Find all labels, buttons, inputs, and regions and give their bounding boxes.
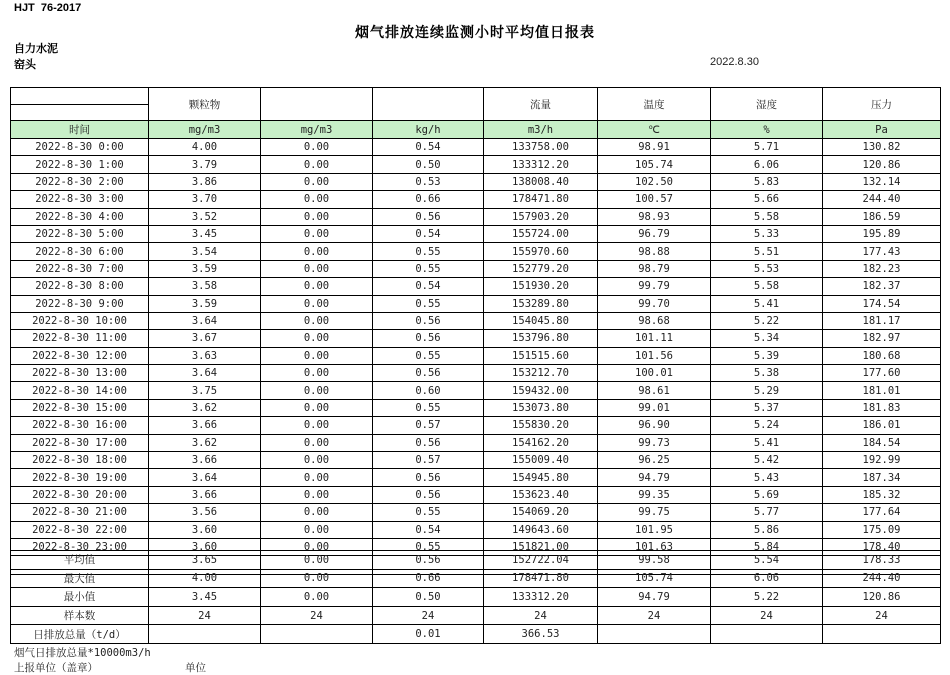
value-cell: 155830.20 (484, 417, 598, 434)
value-cell: 0.00 (261, 278, 373, 295)
unit-header-kgh: kg/h (373, 121, 484, 139)
value-cell: 154945.80 (484, 469, 598, 486)
table-row (11, 173, 941, 190)
value-cell: 186.59 (823, 208, 941, 225)
time-cell: 2022-8-30 19:00 (11, 469, 149, 486)
value-cell: 157903.20 (484, 208, 598, 225)
value-cell: 151930.20 (484, 278, 598, 295)
value-cell: 4.00 (149, 569, 261, 588)
value-cell: 101.56 (598, 347, 711, 364)
time-cell: 2022-8-30 20:00 (11, 486, 149, 503)
value-cell: 3.59 (149, 260, 261, 277)
value-cell: 177.43 (823, 243, 941, 260)
value-cell: 0.00 (261, 399, 373, 416)
value-cell: 0.00 (261, 260, 373, 277)
value-cell: 98.88 (598, 243, 711, 260)
table-row (11, 606, 941, 625)
value-cell: 24 (373, 606, 484, 625)
value-cell: 155009.40 (484, 452, 598, 469)
value-cell: 184.54 (823, 434, 941, 451)
value-cell: 96.90 (598, 417, 711, 434)
value-cell: 0.54 (373, 521, 484, 538)
value-cell: 0.00 (261, 139, 373, 156)
value-cell: 0.00 (261, 504, 373, 521)
value-cell: 130.82 (823, 139, 941, 156)
value-cell: 94.79 (598, 469, 711, 486)
value-cell: 133312.20 (484, 156, 598, 173)
value-cell: 132.14 (823, 173, 941, 190)
value-cell: 0.57 (373, 417, 484, 434)
value-cell: 24 (598, 606, 711, 625)
value-cell: 153623.40 (484, 486, 598, 503)
value-cell: 0.53 (373, 173, 484, 190)
time-cell: 2022-8-30 16:00 (11, 417, 149, 434)
value-cell: 5.38 (711, 365, 823, 382)
value-cell: 149643.60 (484, 521, 598, 538)
report-date: 2022.8.30 (710, 56, 759, 68)
table-row (11, 208, 941, 225)
value-cell: 3.67 (149, 330, 261, 347)
value-cell: 0.56 (373, 365, 484, 382)
value-cell: 181.17 (823, 312, 941, 329)
value-cell: 5.33 (711, 225, 823, 242)
unit-header-m3h: m3/h (484, 121, 598, 139)
value-cell: 5.53 (711, 260, 823, 277)
value-cell: 0.55 (373, 538, 484, 555)
value-cell: 5.39 (711, 347, 823, 364)
value-cell: 151821.00 (484, 538, 598, 555)
value-cell: 182.37 (823, 278, 941, 295)
time-cell: 2022-8-30 11:00 (11, 330, 149, 347)
unit-header-mgm3: mg/m3 (261, 121, 373, 139)
value-cell: 24 (484, 606, 598, 625)
time-cell: 2022-8-30 1:00 (11, 156, 149, 173)
value-cell: 152722.04 (484, 551, 598, 570)
value-cell: 98.61 (598, 382, 711, 399)
value-cell: 0.56 (373, 551, 484, 570)
footer-report-unit-label: 上报单位（盖章） (14, 662, 98, 674)
station-name: 窑头 (14, 59, 36, 71)
summary-rows (11, 551, 941, 644)
table-row (11, 434, 941, 451)
value-cell: 0.54 (373, 139, 484, 156)
value-cell: 154045.80 (484, 312, 598, 329)
group-header-blank (373, 88, 484, 121)
value-cell: 3.79 (149, 156, 261, 173)
value-cell: 0.00 (261, 551, 373, 570)
time-cell: 2022-8-30 4:00 (11, 208, 149, 225)
footer-unit-label: 单位 (185, 662, 206, 674)
value-cell: 5.86 (711, 521, 823, 538)
time-cell: 2022-8-30 14:00 (11, 382, 149, 399)
time-cell: 2022-8-30 13:00 (11, 365, 149, 382)
value-cell: 101.63 (598, 538, 711, 555)
hourly-data-table (10, 87, 941, 575)
value-cell: 178.33 (823, 551, 941, 570)
table-row (11, 625, 941, 644)
value-cell: 99.35 (598, 486, 711, 503)
value-cell: 0.00 (261, 469, 373, 486)
value-cell: 5.24 (711, 417, 823, 434)
time-cell: 2022-8-30 15:00 (11, 399, 149, 416)
value-cell: 186.01 (823, 417, 941, 434)
header-blank-cell (11, 105, 149, 121)
value-cell: 178471.80 (484, 191, 598, 208)
value-cell: 5.84 (711, 538, 823, 555)
value-cell: 366.53 (484, 625, 598, 644)
value-cell: 0.55 (373, 347, 484, 364)
value-cell: 0.00 (261, 434, 373, 451)
value-cell: 99.58 (598, 551, 711, 570)
value-cell: 3.66 (149, 452, 261, 469)
value-cell (261, 625, 373, 644)
value-cell: 120.86 (823, 588, 941, 607)
table-row (11, 330, 941, 347)
group-header-pressure: 压力 (823, 88, 941, 121)
table-row (11, 278, 941, 295)
unit-header-percent: % (711, 121, 823, 139)
unit-header-row (11, 121, 941, 139)
value-cell: 244.40 (823, 569, 941, 588)
value-cell: 3.66 (149, 417, 261, 434)
time-cell: 2022-8-30 7:00 (11, 260, 149, 277)
table-row (11, 312, 941, 329)
company-name: 自力水泥 (14, 43, 58, 55)
value-cell: 178.40 (823, 538, 941, 555)
summary-table (10, 550, 941, 644)
value-cell: 3.66 (149, 486, 261, 503)
table-row (11, 452, 941, 469)
value-cell: 98.91 (598, 139, 711, 156)
value-cell: 99.75 (598, 504, 711, 521)
value-cell: 96.79 (598, 225, 711, 242)
value-cell: 0.00 (261, 173, 373, 190)
value-cell: 98.79 (598, 260, 711, 277)
value-cell: 3.54 (149, 243, 261, 260)
time-cell: 2022-8-30 6:00 (11, 243, 149, 260)
group-header-row (11, 88, 941, 105)
value-cell: 5.69 (711, 486, 823, 503)
value-cell: 0.00 (261, 295, 373, 312)
value-cell: 6.06 (711, 156, 823, 173)
time-cell: 2022-8-30 8:00 (11, 278, 149, 295)
value-cell: 0.54 (373, 225, 484, 242)
value-cell: 0.00 (261, 347, 373, 364)
time-cell: 2022-8-30 22:00 (11, 521, 149, 538)
value-cell: 153289.80 (484, 295, 598, 312)
time-cell: 2022-8-30 12:00 (11, 347, 149, 364)
summary-label-cell: 最小值 (11, 588, 149, 607)
value-cell: 4.00 (149, 139, 261, 156)
value-cell: 0.00 (261, 521, 373, 538)
time-cell: 2022-8-30 23:00 (11, 538, 149, 555)
value-cell: 99.70 (598, 295, 711, 312)
value-cell: 192.99 (823, 452, 941, 469)
value-cell: 5.58 (711, 208, 823, 225)
table-row (11, 243, 941, 260)
value-cell: 3.86 (149, 173, 261, 190)
value-cell: 153073.80 (484, 399, 598, 416)
value-cell: 0.56 (373, 434, 484, 451)
value-cell: 0.00 (261, 365, 373, 382)
value-cell: 182.23 (823, 260, 941, 277)
value-cell: 5.83 (711, 173, 823, 190)
value-cell (823, 625, 941, 644)
value-cell: 3.62 (149, 434, 261, 451)
value-cell: 155970.60 (484, 243, 598, 260)
page-title: 烟气排放连续监测小时平均值日报表 (355, 24, 595, 40)
value-cell: 0.66 (373, 191, 484, 208)
table-row (11, 569, 941, 588)
doc-standard-code: HJT 76-2017 (14, 2, 82, 14)
value-cell: 3.58 (149, 278, 261, 295)
value-cell: 178471.80 (484, 569, 598, 588)
footer-note: 烟气日排放总量*10000m3/h (14, 647, 151, 659)
value-cell: 0.00 (261, 191, 373, 208)
value-cell: 0.54 (373, 278, 484, 295)
value-cell: 5.34 (711, 330, 823, 347)
value-cell: 5.54 (711, 551, 823, 570)
table-row (11, 139, 941, 156)
value-cell: 0.01 (373, 625, 484, 644)
value-cell: 187.34 (823, 469, 941, 486)
value-cell: 181.01 (823, 382, 941, 399)
value-cell: 0.55 (373, 504, 484, 521)
time-cell: 2022-8-30 10:00 (11, 312, 149, 329)
value-cell: 3.64 (149, 469, 261, 486)
value-cell: 24 (261, 606, 373, 625)
table-row (11, 486, 941, 503)
value-cell: 5.41 (711, 295, 823, 312)
value-cell: 3.64 (149, 312, 261, 329)
value-cell: 154069.20 (484, 504, 598, 521)
value-cell: 0.56 (373, 208, 484, 225)
value-cell: 0.00 (261, 417, 373, 434)
value-cell: 3.63 (149, 347, 261, 364)
time-cell: 2022-8-30 3:00 (11, 191, 149, 208)
table-row (11, 156, 941, 173)
unit-header-mgm3: mg/m3 (149, 121, 261, 139)
value-cell: 3.65 (149, 551, 261, 570)
table-row (11, 347, 941, 364)
table-row (11, 295, 941, 312)
value-cell: 101.11 (598, 330, 711, 347)
unit-header-pa: Pa (823, 121, 941, 139)
value-cell: 3.60 (149, 538, 261, 555)
value-cell: 0.00 (261, 312, 373, 329)
value-cell: 0.00 (261, 330, 373, 347)
value-cell: 0.66 (373, 569, 484, 588)
summary-label-cell: 样本数 (11, 606, 149, 625)
value-cell: 5.22 (711, 588, 823, 607)
table-header (11, 88, 941, 139)
header-blank-cell (11, 88, 149, 105)
value-cell: 120.86 (823, 156, 941, 173)
value-cell: 105.74 (598, 156, 711, 173)
group-header-blank (261, 88, 373, 121)
value-cell: 98.68 (598, 312, 711, 329)
value-cell (149, 625, 261, 644)
table-row (11, 551, 941, 570)
value-cell: 0.00 (261, 243, 373, 260)
value-cell: 182.97 (823, 330, 941, 347)
value-cell (598, 625, 711, 644)
table-row (11, 260, 941, 277)
value-cell (711, 625, 823, 644)
value-cell: 5.77 (711, 504, 823, 521)
value-cell: 175.09 (823, 521, 941, 538)
group-header-humidity: 湿度 (711, 88, 823, 121)
summary-label-cell: 日排放总量（t/d） (11, 625, 149, 644)
value-cell: 5.71 (711, 139, 823, 156)
value-cell: 0.56 (373, 486, 484, 503)
value-cell: 153212.70 (484, 365, 598, 382)
value-cell: 6.06 (711, 569, 823, 588)
value-cell: 0.56 (373, 312, 484, 329)
value-cell: 24 (711, 606, 823, 625)
value-cell: 99.01 (598, 399, 711, 416)
value-cell: 0.00 (261, 452, 373, 469)
value-cell: 0.57 (373, 452, 484, 469)
table-row (11, 191, 941, 208)
value-cell: 99.79 (598, 278, 711, 295)
value-cell: 138008.40 (484, 173, 598, 190)
value-cell: 0.60 (373, 382, 484, 399)
value-cell: 0.55 (373, 243, 484, 260)
value-cell: 0.00 (261, 588, 373, 607)
time-cell: 2022-8-30 17:00 (11, 434, 149, 451)
value-cell: 133758.00 (484, 139, 598, 156)
value-cell: 0.55 (373, 260, 484, 277)
value-cell: 3.56 (149, 504, 261, 521)
value-cell: 0.50 (373, 588, 484, 607)
table-row (11, 521, 941, 538)
value-cell: 3.59 (149, 295, 261, 312)
value-cell: 24 (823, 606, 941, 625)
value-cell: 3.60 (149, 521, 261, 538)
table-row (11, 382, 941, 399)
value-cell: 3.45 (149, 225, 261, 242)
value-cell: 5.58 (711, 278, 823, 295)
value-cell: 177.60 (823, 365, 941, 382)
value-cell: 0.55 (373, 399, 484, 416)
value-cell: 3.70 (149, 191, 261, 208)
value-cell: 100.01 (598, 365, 711, 382)
table-row (11, 469, 941, 486)
time-cell: 2022-8-30 2:00 (11, 173, 149, 190)
value-cell: 0.00 (261, 208, 373, 225)
group-header-temperature: 温度 (598, 88, 711, 121)
value-cell: 5.29 (711, 382, 823, 399)
value-cell: 3.52 (149, 208, 261, 225)
value-cell: 154162.20 (484, 434, 598, 451)
table-row (11, 588, 941, 607)
value-cell: 3.45 (149, 588, 261, 607)
time-cell: 2022-8-30 9:00 (11, 295, 149, 312)
value-cell: 152779.20 (484, 260, 598, 277)
value-cell: 100.57 (598, 191, 711, 208)
value-cell: 105.74 (598, 569, 711, 588)
table-row (11, 225, 941, 242)
value-cell: 195.89 (823, 225, 941, 242)
unit-header-time: 时间 (11, 121, 149, 139)
value-cell: 174.54 (823, 295, 941, 312)
value-cell: 99.73 (598, 434, 711, 451)
value-cell: 0.00 (261, 225, 373, 242)
value-cell: 133312.20 (484, 588, 598, 607)
value-cell: 0.56 (373, 330, 484, 347)
value-cell: 155724.00 (484, 225, 598, 242)
value-cell: 96.25 (598, 452, 711, 469)
value-cell: 0.00 (261, 486, 373, 503)
hourly-rows (11, 139, 941, 556)
value-cell: 244.40 (823, 191, 941, 208)
value-cell: 5.37 (711, 399, 823, 416)
value-cell: 94.79 (598, 588, 711, 607)
group-header-particulate: 颗粒物 (149, 88, 261, 121)
value-cell: 153796.80 (484, 330, 598, 347)
unit-header-celsius: ℃ (598, 121, 711, 139)
table-row (11, 417, 941, 434)
value-cell: 102.50 (598, 173, 711, 190)
value-cell: 3.64 (149, 365, 261, 382)
table-row (11, 365, 941, 382)
value-cell: 0.00 (261, 538, 373, 555)
group-header-flow: 流量 (484, 88, 598, 121)
time-cell: 2022-8-30 18:00 (11, 452, 149, 469)
value-cell: 24 (149, 606, 261, 625)
summary-label-cell: 最大值 (11, 569, 149, 588)
time-cell: 2022-8-30 0:00 (11, 139, 149, 156)
value-cell: 5.51 (711, 243, 823, 260)
value-cell: 0.00 (261, 382, 373, 399)
value-cell: 0.55 (373, 295, 484, 312)
value-cell: 0.00 (261, 569, 373, 588)
summary-label-cell: 平均值 (11, 551, 149, 570)
value-cell: 151515.60 (484, 347, 598, 364)
value-cell: 3.62 (149, 399, 261, 416)
value-cell: 181.83 (823, 399, 941, 416)
value-cell: 0.00 (261, 156, 373, 173)
table-row (11, 399, 941, 416)
value-cell: 101.95 (598, 521, 711, 538)
value-cell: 5.41 (711, 434, 823, 451)
value-cell: 0.50 (373, 156, 484, 173)
time-cell: 2022-8-30 21:00 (11, 504, 149, 521)
time-cell: 2022-8-30 5:00 (11, 225, 149, 242)
value-cell: 5.22 (711, 312, 823, 329)
value-cell: 159432.00 (484, 382, 598, 399)
value-cell: 3.75 (149, 382, 261, 399)
value-cell: 0.56 (373, 469, 484, 486)
value-cell: 5.66 (711, 191, 823, 208)
value-cell: 5.42 (711, 452, 823, 469)
value-cell: 177.64 (823, 504, 941, 521)
value-cell: 98.93 (598, 208, 711, 225)
value-cell: 5.43 (711, 469, 823, 486)
value-cell: 185.32 (823, 486, 941, 503)
table-row (11, 504, 941, 521)
value-cell: 180.68 (823, 347, 941, 364)
